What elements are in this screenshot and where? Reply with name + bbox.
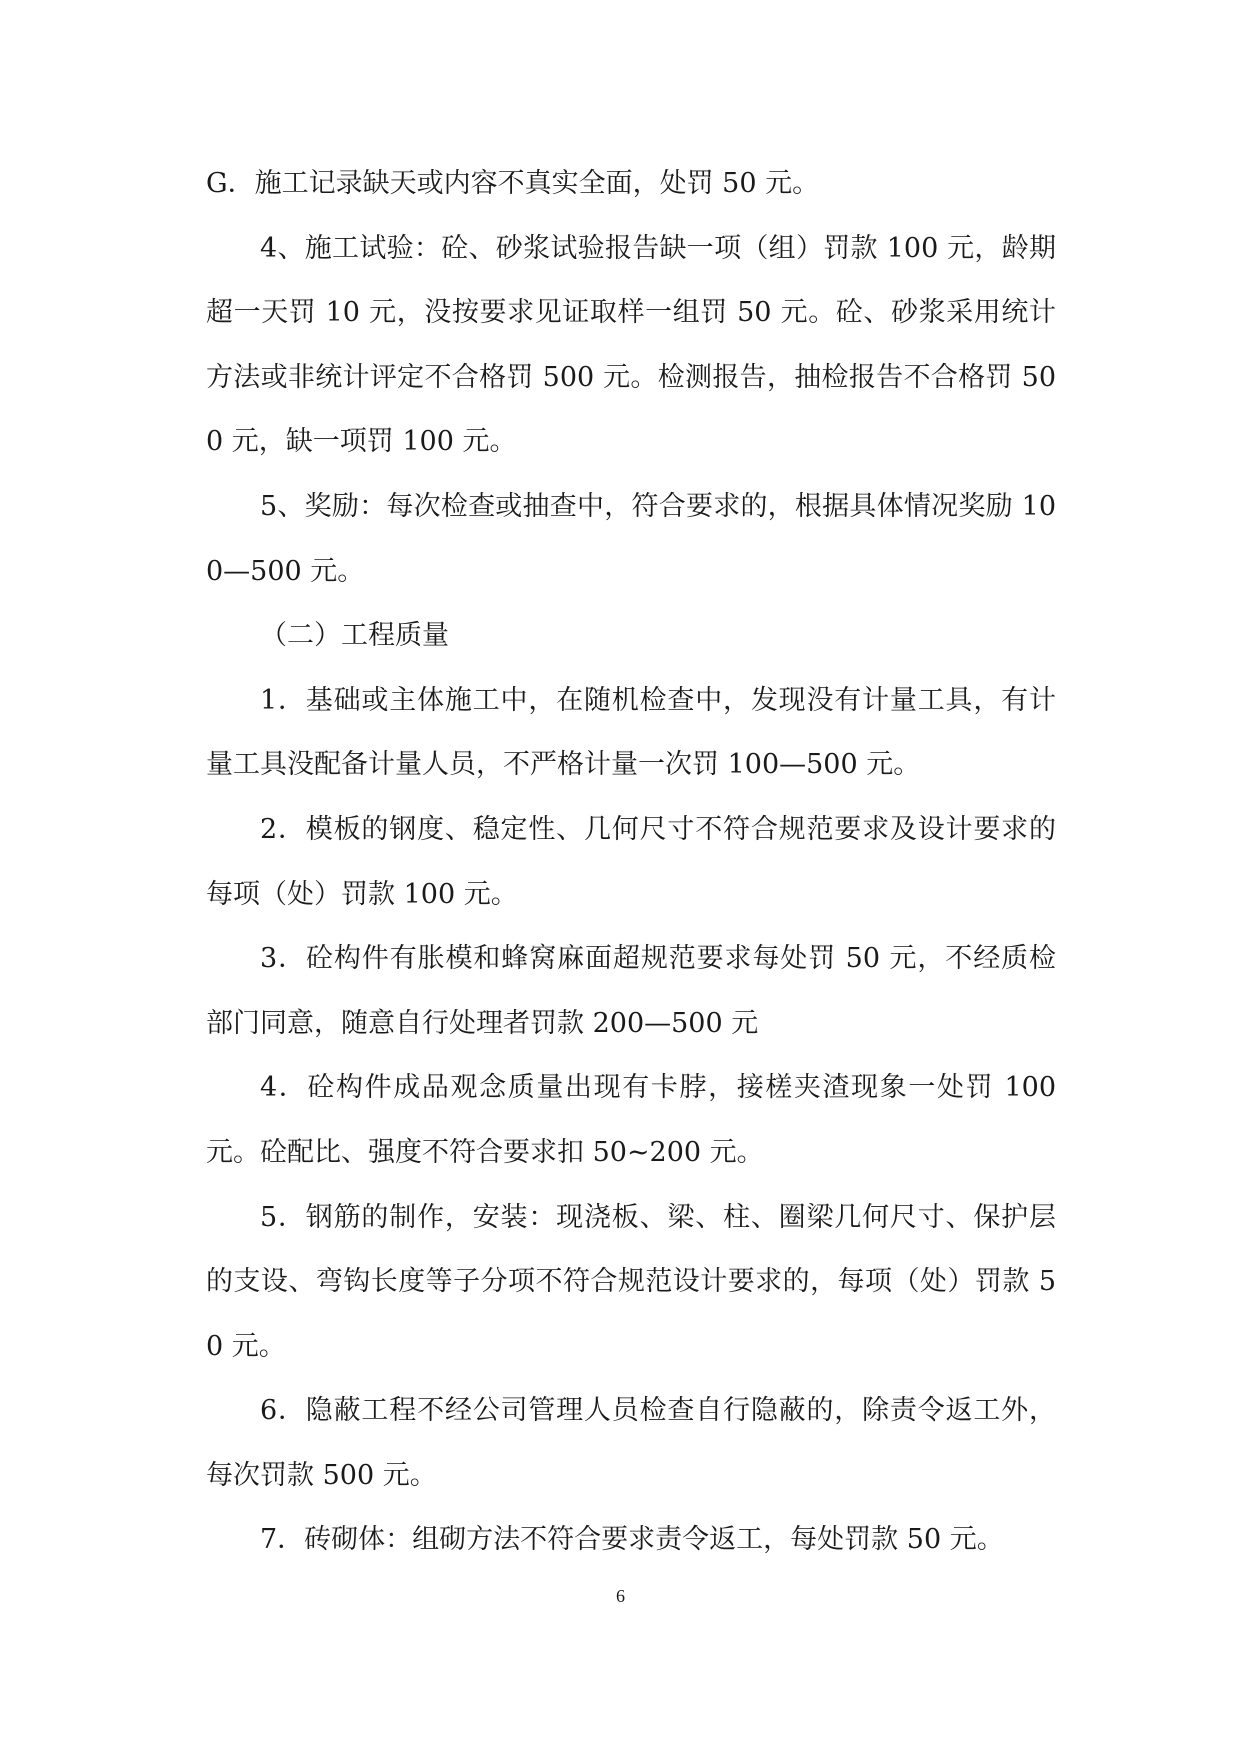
document-body [206,152,1056,1573]
paragraph-quality-1: 1．基础或主体施工中，在随机检查中，发现没有计量工具，有计量工具没配备计量人员，不严格计量一次罚 100—500 元。 [206,684,1056,781]
paragraph-quality-4: 4．砼构件成品观念质量出现有卡脖，接槎夹渣现象一处罚 100 元。砼配比、强度不符合要求扣 50~200 元。 [206,1072,1056,1168]
page-number: 6 [616,1586,625,1606]
paragraph-quality-2: 2．模板的钢度、稳定性、几何尺寸不符合规范要求及设计要求的每项（处）罚款 100 元。 [206,813,1056,910]
paragraph-item-4: 4、施工试验：砼、砂浆试验报告缺一项（组）罚款 100 元，龄期超一天罚 10 元，没按要求见证取样一组罚 50 元。砼、砂浆采用统计方法或非统计评定不合格罚 500 元。检测报告，抽检报告不合格罚 500 元，缺一项罚 100 元。 [206,232,1056,458]
paragraph-quality-5: 5．钢筋的制作，安装：现浇板、梁、柱、圈梁几何尺寸、保护层的支设、弯钩长度等子分项不符合规范设计要求的，每项（处）罚款 50 元。 [206,1201,1056,1362]
paragraph-quality-7: 7．砖砌体：组砌方法不符合要求责令返工，每处罚款 50 元。 [260,1524,1004,1556]
section-heading-quality: （二）工程质量 [260,620,449,652]
paragraph-quality-3: 3．砼构件有胀模和蜂窝麻面超规范要求每处罚 50 元，不经质检部门同意，随意自行处理者罚款 200—500 元 [206,943,1056,1039]
paragraph-item-5: 5、奖励：每次检查或抽查中，符合要求的，根据具体情况奖励 100—500 元。 [206,490,1056,587]
paragraph-g: G．施工记录缺天或内容不真实全面，处罚 50 元。 [206,168,820,199]
paragraph-quality-6: 6．隐蔽工程不经公司管理人员检查自行隐蔽的，除责令返工外，每次罚款 500 元。 [206,1395,1056,1491]
